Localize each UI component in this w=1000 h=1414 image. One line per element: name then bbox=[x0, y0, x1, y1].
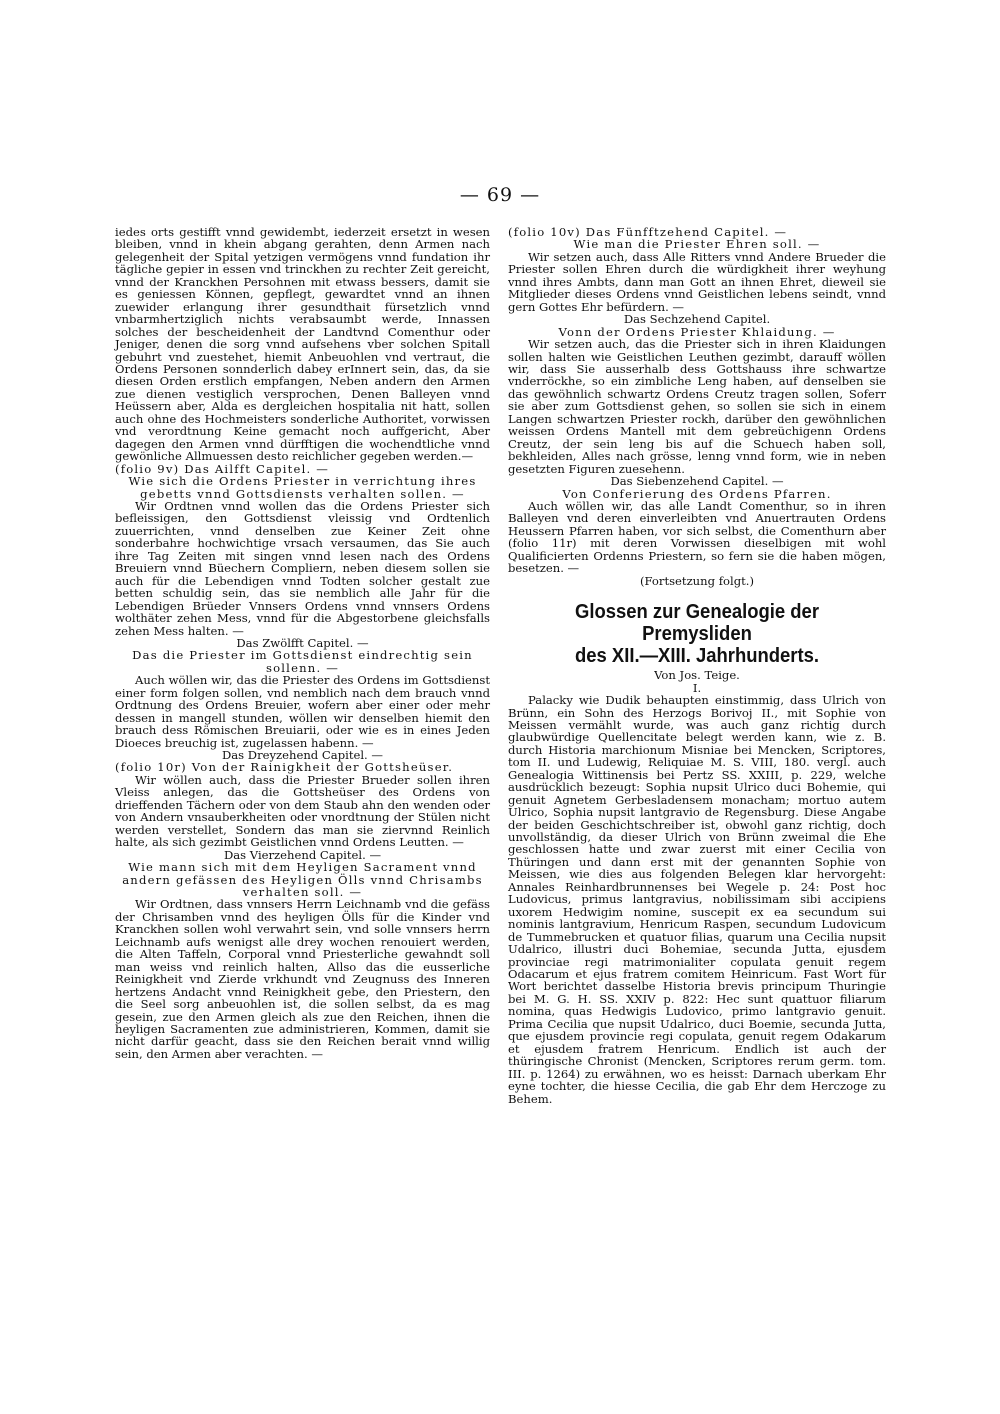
continuation-note: (Fortsetzung folgt.) bbox=[639, 573, 754, 588]
chapter-subtitle: (folio 10r) Von der Rainigkheit der Gottsheüser. bbox=[115, 760, 454, 775]
article-author: Von Jos. Teige. bbox=[654, 668, 740, 683]
chapter-heading: Das Vierzehend Capitel. — bbox=[223, 847, 382, 862]
section-number: I. bbox=[692, 680, 702, 695]
text-paragraph: iedes orts gestifft vnnd gewidembt, iederzeit ersetzt in wesen bleiben, vnnd in khein abgang gerahten, denn Armen nach gelegenheit der Spital yetzigen vermögens vnnd fundation ihr tägliche gepier in essen vnd trinckhen zu rechter Zeit gereicht, vnnd der Kranckhen Persohnen mit etwass bessers, damit sie es geniessen Können, gepflegt, gewardtet vnnd an ihnen zuewider erlangung ihrer gesundthait fürsetzlich vnnd vnbarmhertziglich nichts verabsaumbt werde, Innassen solches der bescheidenheit der Landtvnd Comenthur oder Jeniger, denen die sorg vnnd aufsehens vber solchen Spitall gebuhrt vnd zuestehet, hiemit Anbeuohlen vnd vertraut, die Ordens Personen sonnderlich dabey erInnert sein, das, da sie diesen Orden erstlich empfangen, Neben andern den Armen zue dienen vestiglich versprochen, Denen Balleyen vnnd Heüssern aber, Alda es dergleichen hospitalia nit hatt, sollen auch ohne des Hochmeisters sonderliche Authoritet, vorwissen vnd verordtnung Keine gemacht noch auffgericht, Aber dagegen den Armen vnnd dürfftigen die wochendtliche vnnd gewönliche Allmuessen desto reichlicher gegeben werden.— bbox=[115, 225, 490, 464]
text-paragraph: Auch wöllen wir, das alle Landt Comenthur, so in ihren Balleyen vnd deren einverleibten vnd Anuertrauten Ordens Heussern Pfarren haben, vor sich selbst, die Comenthurn aber (folio 11r) mit deren Vorwissen dieselbigen mit wohl Qualificierten Ordenns Priestern, so fern sie die haben mögen, besetzen. — bbox=[508, 498, 886, 576]
chapter-subtitle: Vonn der Ordens Priester Khlaidung. — bbox=[558, 324, 836, 339]
right-column bbox=[508, 226, 886, 1105]
chapter-heading: Das Sechzehend Capitel. bbox=[623, 312, 771, 327]
text-paragraph: Wir setzen auch, dass Alle Ritters vnnd Andere Brueder die Priester sollen Ehren durch die würdigkheit ihrer weyhung vnnd ihres Ambts, dann man Gott an ihnen Ehret, dieweil sie Mitglieder dieses Ordens vnnd Geistlichen lebens seindt, vnnd gern Gottes Ehr befürdern. — bbox=[508, 249, 886, 314]
article-title-line: des XII.—XIII. Jahrhunderts. bbox=[574, 644, 820, 668]
chapter-heading: Das Siebenzehend Capitel. — bbox=[610, 474, 784, 489]
text-paragraph: Wir wöllen auch, dass die Priester Brueder sollen ihren Vleiss anlegen, das die Gottsheüser des Ordens von drieffenden Tächern oder von dem Staub ahn den wenden oder von Andern vnsauberkheiten oder vnordtnung der Stülen nicht werden verstellet, Sondern das man sie ziervnnd Reinlich halte, als sich gezimbt Geistlichen vnnd Ordens Leutten. — bbox=[115, 772, 490, 850]
left-column bbox=[115, 226, 490, 1060]
chapter-heading: Das Dreyzehend Capitel. — bbox=[221, 748, 384, 763]
text-paragraph: Wir Ordtnen, dass vnnsers Herrn Leichnamb vnd die gefäss der Chrisamben vnnd des heyligen Ölls für die Kinder vnd Kranckhen sollen wohl verwahrt sein, vnd solle vnnsers herrn Leichnamb aufs wenigst alle drey wochen renouiert werden, die Alten Taffeln, Corporal vnnd Priesterliche gewahndt soll man weiss vnd reinlich halten, Allso das die eusserliche Reinigkheit vnd Zierde vrkhundt vnd Zeugnuss des Inneren hertzens Andacht vnnd Reinigkheit gebe, den Priestern, den die Seel sorg anbeuohlen ist, die sollen selbst, da es mag gesein, zue den Armen gleich als zue den Reichen, ihnen die heyligen Sacramenten zue administrieren, Kommen, damit sie nicht darfür geacht, dass sie den Reichen berait vnnd willig sein, den Armen aber verachten. — bbox=[115, 897, 490, 1061]
text-paragraph: Wir setzen auch, das die Priester sich in ihren Klaidungen sollen halten wie Geistlichen Leuthen gezimbt, darauff wöllen wir, dass Sie ausserhalb dess Gottshauss ihre schwartze vnderröckhe, so ein zimbliche Leng haben, auf denselben sie das gewöhnlich schwartz Ordens Creutz tragen sollen, Soferr sie aber zum Gottsdienst gehen, so sollen sie sich in einem Langen schwartzen Priester rockh, darüber den gewöhnlichen weissen Ordens Mantell mit dem gebreüchigenn Ordens Creutz, der sein leng bis auf die Schuech haben soll, bekhleiden, Alles nach grösse, lenng vnnd form, wie in neben gesetzten Figuren zuesehenn. bbox=[508, 337, 886, 476]
chapter-heading: Das Zwölfft Capitel. — bbox=[236, 635, 369, 650]
page-number: — 69 — bbox=[459, 184, 541, 206]
article-title bbox=[527, 601, 867, 667]
text-paragraph: Auch wöllen wir, das die Priester des Ordens im Gottsdienst einer form folgen sollen, vnd nemblich nach dem brauch vnnd Ordtnung des Ordens Breuier, wofern aber einer oder mehr dessen in mangell stunden, wöllen wir denselben hiemit den brauch dess Römischen Breuiarii, oder wie es in eines Jeden Dioeces breuchig ist, zugelassen habenn. — bbox=[115, 673, 490, 750]
chapter-subtitle: Von Conferierung des Ordens Pfarren. bbox=[562, 486, 832, 501]
article-title-line: Glossen zur Genealogie der Premysliden bbox=[574, 600, 820, 646]
chapter-heading: (folio 9v) Das Ailfft Capitel. — bbox=[115, 461, 330, 476]
text-paragraph: Wir Ordtnen vnnd wollen das die Ordens Priester sich befleissigen, den Gottsdienst vleissig vnd Ordtenlich zuuerrichten, vnnd denselben zue Keiner Zeit ohne sonderbahre hochwichtige vrsach versaumen, das Sie auch ihre Tag Zeiten mit singen vnnd lesen nach des Ordens Breuiern vnnd Büechern Compliern, neben diesem sollen sie auch für die Lebendigen vnnd Todten solcher gestalt zue betten schuldig sein, das sie nemblich alle Jahr für die Lebendigen Brüeder Vnnsers Ordens vnnd vnnsers Ordens wolthäter zehen Mess, vnnd für die Abgestorbene gleichsfalls zehen Mess halten. — bbox=[115, 498, 490, 638]
article-body: Palacky wie Dudik behaupten einstimmig, dass Ulrich von Brünn, ein Sohn des Herzogs Borivoj II., mit Sophie von Meissen vermählt wurde, was auch ganz richtig durch glaubwürdige Quellencitate belegt werden kann, wie z. B. durch Historia marchionum Misniae bei Mencken, Scriptores, tom II. und Ludewig, Reliquiae M. S. VIII, 180. vergl. auch Genealogia Wittinensis bei Pertz SS. XXIII, p. 229, welche ausdrücklich bezeugt: Sophia nupsit Ulrico duci Bohemie, qui genuit Agnetem Gerbesladensem monacham; mortuo autem Ulrico, Sophia nupsit lantgravio de Regensburg. Diese Angabe der beiden Geschichtschreiber ist, obwohl ganz richtig, doch unvollständig, da dieser Ulrich von Brünn zweimal die Ehe geschlossen hatte und zwar zuerst mit einer Cecilia von Thüringen und dann erst mit der genannten Sophie von Meissen, wie dies aus folgenden Belegen klar hervorgeht: Annales Reinhardbrunnenses bei Wegele p. 24: Post hoc Ludovicus, primus lantgravius, nobilissimam sibi accipiens uxorem Hedwigim nomine, suscepit ex ea secundum sui nominis lantgravium, Henricum Raspen, secundum Ludovicum de Tummebrucken et quatuor filias, quarum una Cecilia nupsit Udalrico, illustri duci Bohemiae, secunda Jutta, ejusdem provinciae regi matrimonialiter copulata genuit regem Odacarum et ejus fratrem comitem Heinricum. Fast Wort für Wort berichtet dasselbe Historia brevis principum Thuringie bei M. G. H. SS. XXIV p. 822: Hec sunt quattuor filiarum nomina, quas Hedwigis Ludovico, primo lantgravio genuit. Prima Cecilia que nupsit Udalrico, duci Boemie, secunda Jutta, que ejusdem provincie regi copulata, genuit regem Odakarum et ejusdem fratrem Henricum. Endlich ist auch der thüringische Chronist (Mencken, Scriptores rerum germ. tom. III. p. 1264) zu erwähnen, wo es heisst: Darnach uberkam Ehr eyne tochter, die hiesse Cecilia, die gab Ehr dem Herczoge zu Behem. bbox=[508, 693, 886, 1106]
chapter-subtitle: Wie mann sich mit dem Heyligen Sacrament vnnd andern gefässen des Heyligen Ölls vnnd Chrisambs verhalten soll. — bbox=[122, 860, 483, 900]
chapter-subtitle: Wie man die Priester Ehren soll. — bbox=[573, 237, 821, 252]
chapter-subtitle: Das die Priester im Gottsdienst eindrechtig sein sollenn. — bbox=[132, 648, 473, 675]
chapter-heading: (folio 10v) Das Fünfftzehend Capitel. — bbox=[508, 225, 788, 239]
chapter-subtitle: Wie sich die Ordens Priester in verrichtung ihres gebetts vnnd Gottsdiensts verhalten sollen. — bbox=[128, 474, 477, 501]
